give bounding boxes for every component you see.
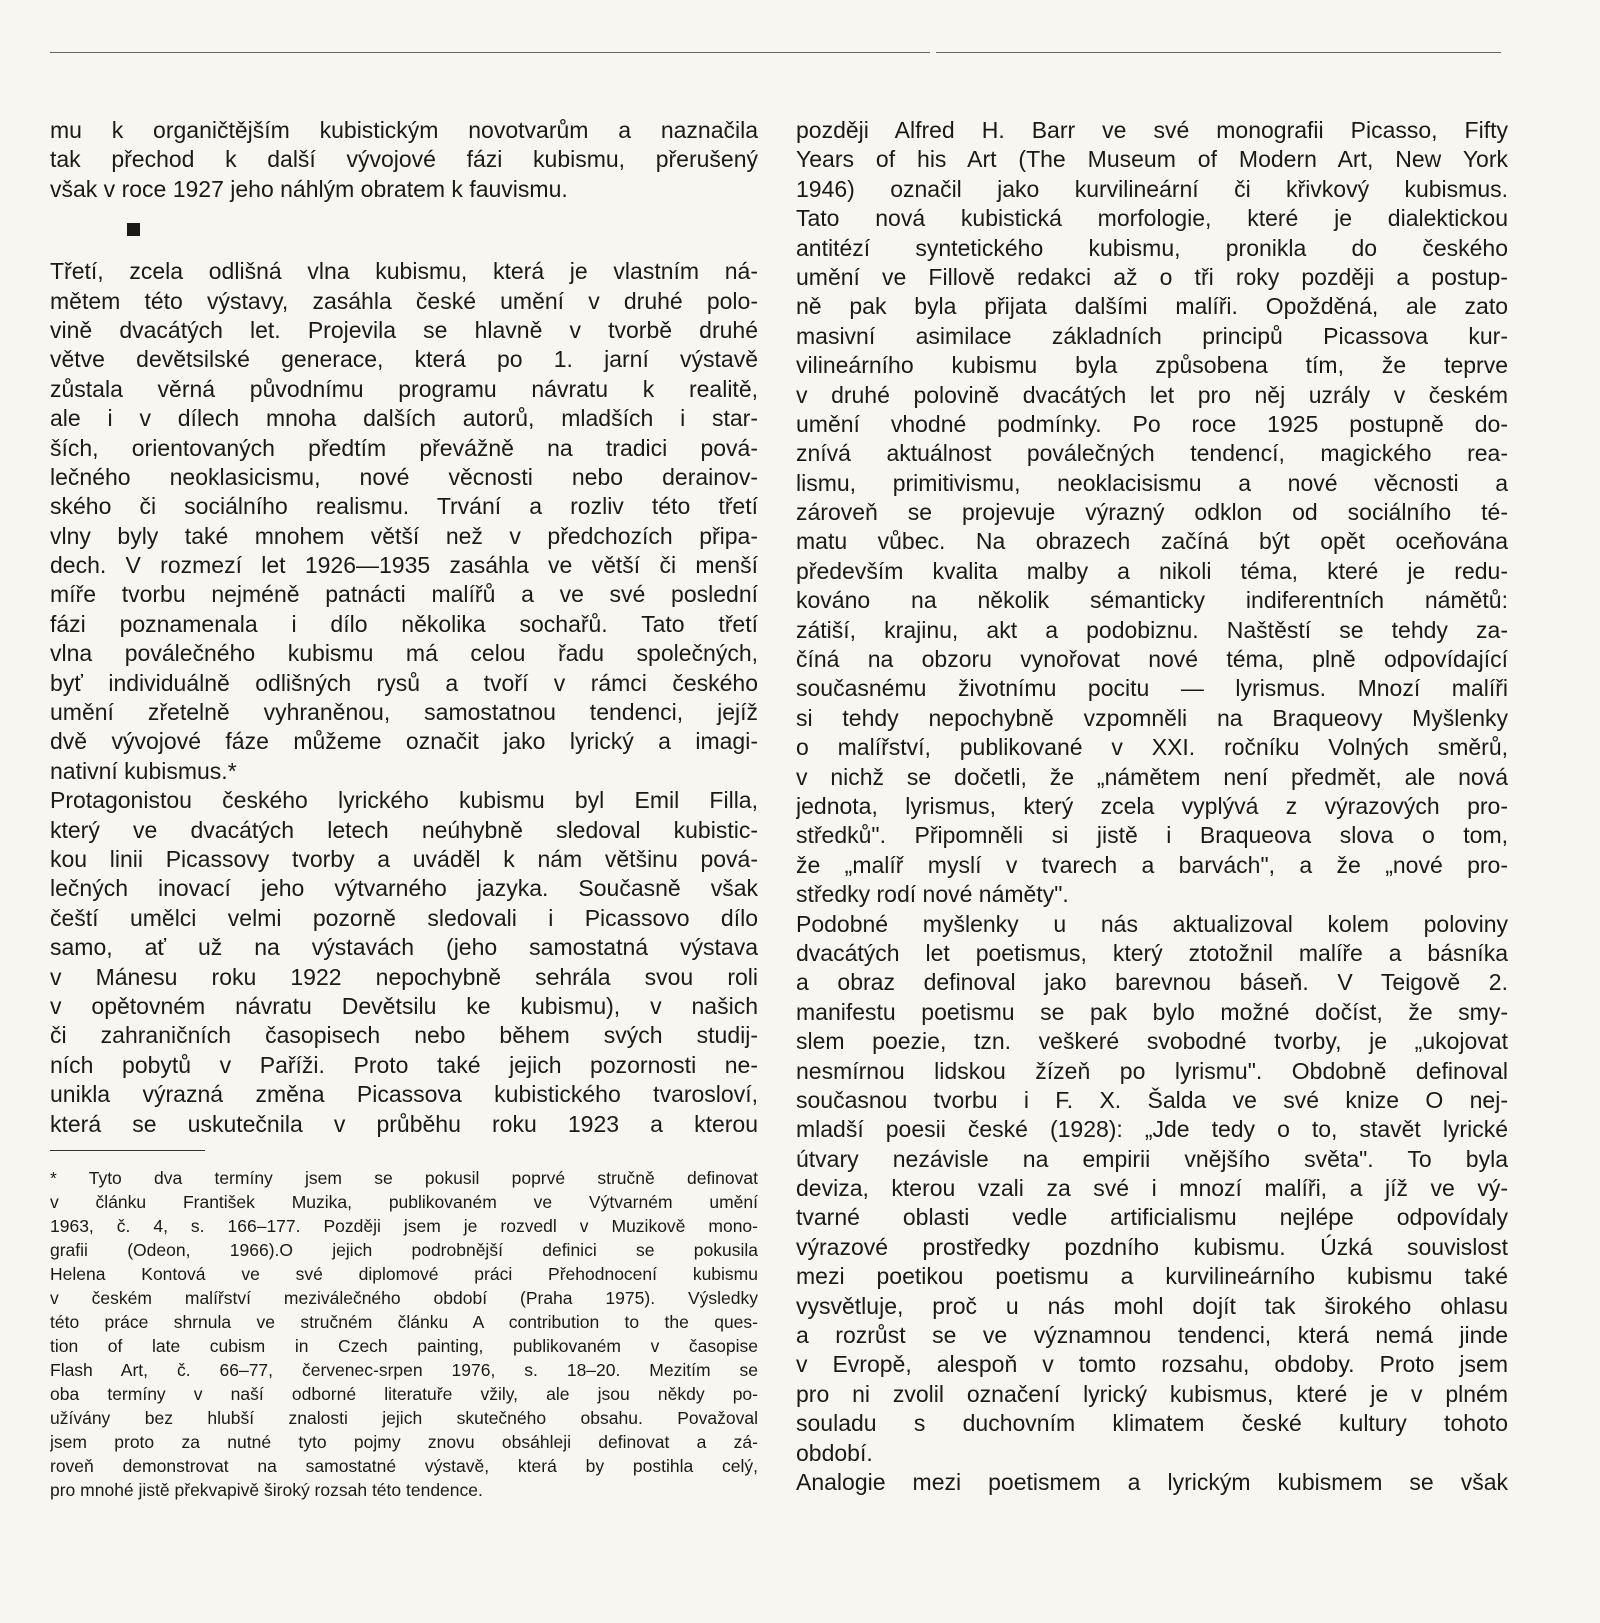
text-line: antitézí syntetického kubismu, pronikla do českého [796,234,1508,261]
footnote-line: grafii (Odeon, 1966).O jejich podrobnější definici se pokusila [50,1240,758,1260]
paragraph [796,1468,1508,1497]
text-line: tvarné oblasti vedle artificialismu nejlépe odpovídaly [796,1204,1508,1231]
text-line: umění vhodné podmínky. Po roce 1925 postupně do- [796,410,1508,437]
text-line: vlny byly také mnohem větší než v předchozích připa- [50,522,758,549]
text-line: v nichž se dočetli, že „námětem není předmět, ale nová [796,763,1508,790]
text-line: a obraz definoval jako barevnou báseň. V Teigově 2. [796,969,1508,996]
text-line: Protagonistou českého lyrického kubismu byl Emil Filla, [50,787,758,814]
text-line: deviza, kterou vzali za své i mnozí malíři, a jíž ve vý- [796,1175,1508,1202]
text-line: především kvalita malby a nikoli téma, které je redu- [796,557,1508,584]
text-line: ních pobytů v Paříži. Proto také jejich pozornosti ne- [50,1051,758,1078]
text-line: fázi poznamenala i dílo několika sochařů. Tato třetí [50,610,758,637]
text-line: Years of his Art (The Museum of Modern Art, New York [796,146,1508,173]
footnote-line: oba termíny v naší odborné literatuře vžily, ale jsou někdy po- [50,1384,758,1404]
text-line: si tehdy nepochybně vzpomněli na Braqueovy Myšlenky [796,704,1508,731]
footnote-line: tion of late cubism in Czech painting, publikovaném v časopise [50,1336,758,1356]
paragraph [796,116,1508,910]
text-line: dvacátých let poetismus, který ztotožnil malíře a básníka [796,939,1508,966]
text-line: která se uskutečnila v průběhu roku 1923 a kterou [50,1110,758,1137]
text-line: vlna poválečného kubismu má celou řadu společných, [50,640,758,667]
text-line: zůstala věrná původnímu programu návratu k realitě, [50,375,758,402]
text-line: manifestu poetismu se pak bylo možné dočíst, že smy- [796,998,1508,1025]
text-line: nativní kubismus.* [50,757,237,784]
text-line: Tato nová kubistická morfologie, které je dialektickou [796,205,1508,232]
right-column [796,116,1508,1497]
footnote-line: roveň demonstrovat na samostatné výstavě, která by postihla celý, [50,1456,758,1476]
text-line: Třetí, zcela odlišná vlna kubismu, která je vlastním ná- [50,258,758,285]
text-line: mětem této výstavy, zasáhla české umění v druhé polo- [50,287,758,314]
footnote-rule [50,1150,205,1151]
text-line: středků". Připomněli si jistě i Braqueova slova o tom, [796,822,1508,849]
footnote-line: * Tyto dva termíny jsem se pokusil poprvé stručně definovat [50,1168,758,1188]
text-line: čeští umělci velmi pozorně sledovali i Picassovo dílo [50,904,758,931]
text-line: nesmírnou lidskou žízeň po lyrismu". Obdobně definoval [796,1057,1508,1084]
footnote-line: této práce shrnula ve stručném článku A contribution to the ques- [50,1312,758,1332]
text-line: mladší poesii české (1928): „Jde tedy o to, stavět lyrické [796,1116,1508,1143]
text-line: kou linii Picassovy tvorby a uváděl k nám většinu pová- [50,845,758,872]
text-line: byť individuálně odlišných rysů a tvoří v rámci českého [50,669,758,696]
paragraph [50,257,758,786]
text-line: vilineárního kubismu byla způsobena tím, že teprve [796,352,1508,379]
paragraph [50,786,758,1139]
text-line: lečných inovací jeho výtvarného jazyka. Současně však [50,875,758,902]
text-line: zátiší, krajinu, akt a podobiznu. Naštěstí se tehdy za- [796,616,1508,643]
footnote-line: v českém malířství meziválečného období (Praha 1975). Výsledky [50,1288,758,1308]
text-line: v druhé polovině dvacátých let pro něj uzrály v českém [796,381,1508,408]
text-line: zároveň se projevuje výrazný odklon od sociálního té- [796,499,1508,526]
text-line: tak přechod k další vývojové fázi kubismu, přerušený [50,146,758,173]
text-line: výrazové prostředky pozdního kubismu. Úzká souvislost [796,1233,1508,1260]
text-line: v opětovném návratu Devětsilu ke kubismu), v našich [50,992,758,1019]
text-line: umění zřetelně vyhraněnou, samostatnou tendenci, jejíž [50,699,758,726]
text-line: v Mánesu roku 1922 nepochybně sehrála svou roli [50,963,758,990]
text-line: dech. V rozmezí let 1926—1935 zasáhla ve větší či menší [50,552,758,579]
section-break-square [127,223,140,236]
text-line: matu vůbec. Na obrazech začíná být opět oceňována [796,528,1508,555]
footnote-line: v článku František Muzika, publikovaném ve Výtvarném umění [50,1192,758,1212]
text-line: ně pak byla přijata dalšími malíři. Opožděná, ale zato [796,293,1508,320]
text-line: jednota, lyrismus, který zcela vyplývá z výrazových pro- [796,792,1508,819]
text-line: v Evropě, alespoň v tomto rozsahu, obdoby. Proto jsem [796,1351,1508,1378]
top-rule-left [50,52,930,53]
text-line: útvary nezávisle na empirii vnějšího světa". To byla [796,1145,1508,1172]
text-line: míře tvorbu nejméně patnácti malířů a ve své poslední [50,581,758,608]
text-line: mezi poetikou poetismu a kurvilineárního kubismu také [796,1263,1508,1290]
text-line: mu k organičtějším kubistickým novotvarům a naznačila [50,117,758,143]
text-line: vině dvacátých let. Projevila se hlavně v tvorbě druhé [50,316,758,343]
footnote-line: Helena Kontová ve své diplomové práci Přehodnocení kubismu [50,1264,758,1284]
text-line: vysvětluje, proč u nás mohl dojít tak širokého ohlasu [796,1292,1508,1319]
text-line: slem poezie, tzn. veškeré svobodné tvorby, je „ukojovat [796,1028,1508,1055]
text-line: že „malíř myslí v tvarech a barvách", a že „nové pro- [796,851,1508,878]
text-line: Analogie mezi poetismem a lyrickým kubismem se však [796,1468,1508,1495]
text-line: či zahraničních časopisech nebo během svých studij- [50,1022,758,1049]
text-line: ského či sociálního realismu. Trvání a rozliv této třetí [50,493,758,520]
text-line: kováno na několik sémanticky indiferentních námětů: [796,587,1508,614]
text-line: lismu, primitivismu, neoklacisismu a nové věcnosti a [796,469,1508,496]
text-line: dvě vývojové fáze můžeme označit jako lyrický a imagi- [50,728,758,755]
text-line: pro ni zvolil označení lyrický kubismus, které je v plném [796,1380,1508,1407]
text-line: středky rodí nové náměty". [796,881,1069,908]
text-line: větve devětsilské generace, která po 1. jarní výstavě [50,346,758,373]
text-line: současnou tvorbu i F. X. Šalda ve své knize O nej- [796,1086,1508,1113]
footnote-line: Flash Art, č. 66–77, červenec-srpen 1976, s. 18–20. Mezitím se [50,1360,758,1380]
footnote-line: jsem proto za nutné tyto pojmy znovu obsáhleji definovat a zá- [50,1432,758,1452]
text-line: ale i v dílech mnoha dalších autorů, mladších i star- [50,405,758,432]
text-line: masivní asimilace základních principů Picassova kur- [796,322,1508,349]
text-line: unikla výrazná změna Picassova kubistického tvarosloví, [50,1081,758,1108]
text-line: 1946) označil jako kurvilineární či křivkový kubismus. [796,175,1508,202]
text-line: o malířství, publikované v XXI. ročníku Volných směrů, [796,734,1508,761]
left-column [50,116,758,1139]
paragraph [50,116,758,204]
footnote-line: užívány bez hlubší znalosti jejich skutečného obsahu. Považoval [50,1408,758,1428]
text-line: ších, orientovaných předtím převážně na tradici pová- [50,434,758,461]
text-line: později Alfred H. Barr ve své monografii Picasso, Fifty [796,117,1508,143]
text-line: Podobné myšlenky u nás aktualizoval kolem poloviny [796,910,1508,937]
text-line: umění ve Fillově redakci až o tři roky později a postup- [796,263,1508,290]
text-line: období. [796,1439,873,1466]
text-line: lečného neoklasicismu, nové věcnosti nebo derainov- [50,463,758,490]
text-line: samo, ať už na výstavách (jeho samostatná výstava [50,934,758,961]
text-line: souladu s duchovním klimatem české kultury tohoto [796,1410,1508,1437]
text-line: současnému životnímu pocitu — lyrismus. Mnozí malíři [796,675,1508,702]
footnote-line: pro mnohé jistě překvapivě široký rozsah této tendence. [50,1480,483,1500]
text-line: však v roce 1927 jeho náhlým obratem k fauvismu. [50,175,568,202]
paragraph [796,910,1508,1468]
text-line: a rozrůst se ve významnou tendenci, která nemá jinde [796,1322,1508,1349]
text-line: který ve dvacátých letech neúhybně sledoval kubistic- [50,816,758,843]
text-line: znívá aktuálnost poválečných tendencí, magického rea- [796,440,1508,467]
footnote-line: 1963, č. 4, s. 166–177. Později jsem je rozvedl v Muzikově mono- [50,1216,758,1236]
footnote [50,1166,758,1502]
text-line: číná na obzoru vynořovat nové téma, plně odpovídající [796,646,1508,673]
top-rule-right [936,52,1501,53]
